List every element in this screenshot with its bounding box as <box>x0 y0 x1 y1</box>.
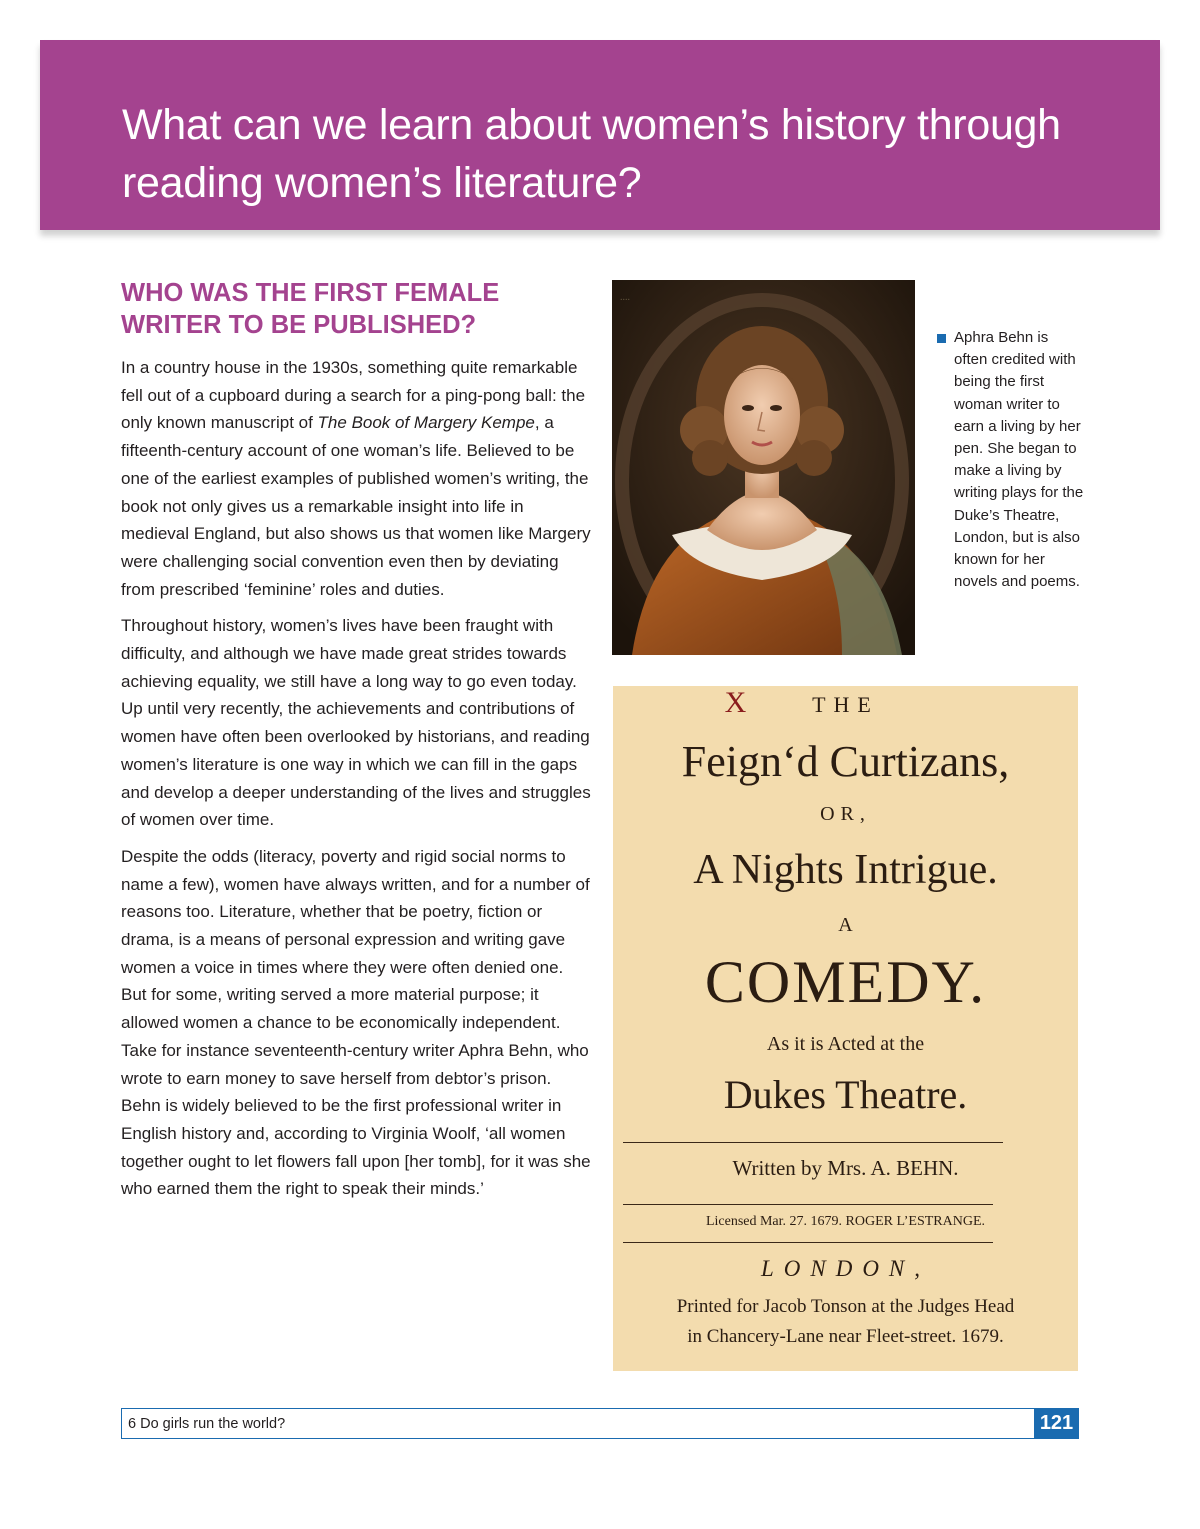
tp-theatre: Dukes Theatre. <box>723 1072 968 1117</box>
tp-licensed: Licensed Mar. 27. 1679. ROGER L’ESTRANGE. <box>705 1214 986 1229</box>
caption-text: Aphra Behn is often credited with being the first woman writer to earn a living by her pen. She began to make a living by writing plays for the Duke’s Theatre, London, but is also known for her novels and poems. <box>954 329 1084 591</box>
page-title: What can we learn about women’s history through reading women’s literature? <box>122 101 1061 207</box>
handwritten-mark: X <box>724 686 747 719</box>
title-banner <box>40 40 1160 230</box>
tp-printed-line-1: Printed for Jacob Tonson at the Judges Head <box>676 1296 1015 1317</box>
page-number: 121 <box>1034 1409 1079 1438</box>
tp-a: A <box>838 914 853 936</box>
tp-london: LONDON, <box>760 1256 931 1281</box>
chapter-label: 6 Do girls run the world? <box>128 1416 286 1432</box>
portrait-painting <box>612 280 915 655</box>
tp-printed-line-2: in Chancery-Lane near Fleet-street. 1679. <box>687 1326 1004 1347</box>
paragraph-2: Throughout history, women’s lives have been fraught with difficulty, and although we have made great strides towards achieving equality, we still have a long way to go even today. Up until very recently, the achievements and contributions of women have often been overlooked by historians, and reading women’s literature is one way in which we can fill in the gaps and develop a deeper understanding of the lives and struggles of women over time. <box>121 616 591 830</box>
tp-rule-2 <box>623 1204 993 1205</box>
book-title: The Book of Margery Kempe <box>317 413 535 433</box>
footer-top-rule <box>121 1408 1079 1409</box>
caption-bullet-icon <box>937 334 946 343</box>
tp-rule-3 <box>623 1242 993 1243</box>
tp-written-by: Written by Mrs. A. BEHN. <box>732 1156 959 1180</box>
paragraph-1-start: In a country house in the 1930s, something quite remarkable fell out of a cupboard during a search for a ping-pong ball: the only known manuscript of <box>121 358 586 433</box>
portrait-caption <box>935 327 1085 593</box>
tp-or: OR, <box>820 803 871 825</box>
svg-text:....: .... <box>620 292 630 303</box>
tp-title-line-2: A Nights Intrigue. <box>693 847 998 893</box>
tp-acted: As it is Acted at the <box>766 1033 925 1055</box>
paragraph-3: Despite the odds (literacy, poverty and rigid social norms to name a few), women have always written, and for a number of reasons too. Literature, whether that be poetry, fiction or drama, is a means of personal expression and writing gave women a voice in times where they were often denied one. But for some, writing served a more material purpose; it allowed women a chance to be economically independent. Take for instance seventeenth-century writer Aphra Behn, who wrote to earn money to save herself from debtor’s prison. Behn is widely believed to be the first professional writer in English history and, according to Virginia Woolf, ‘all women together ought to let flowers fall upon [her tomb], for it was she who earned them the right to speak their minds.’ <box>121 846 591 1199</box>
section-heading: WHO WAS THE FIRST FEMALE WRITER TO BE PUBLISHED? <box>121 279 500 339</box>
play-title-page <box>613 686 1078 1371</box>
paragraph-1 <box>121 354 591 603</box>
tp-rule-1 <box>623 1142 1003 1143</box>
footer-left-rule <box>121 1408 122 1438</box>
aphra-behn-portrait <box>612 280 915 655</box>
tp-title-line-1: Feign‘d Curtizans, <box>681 737 1010 786</box>
tp-comedy: COMEDY. <box>704 949 987 1015</box>
body-text <box>121 354 591 1212</box>
tp-the: THE <box>812 692 879 717</box>
paragraph-1-end: , a fifteenth-century account of one woman’s life. Believed to be one of the earliest examples of published women’s writing, the book not only gives us a remarkable insight into life in medieval England, but also shows us that women like Margery were challenging social convention even then by deviating from prescribed ‘feminine’ roles and duties. <box>121 413 591 599</box>
footer-bottom-rule <box>121 1438 1079 1439</box>
